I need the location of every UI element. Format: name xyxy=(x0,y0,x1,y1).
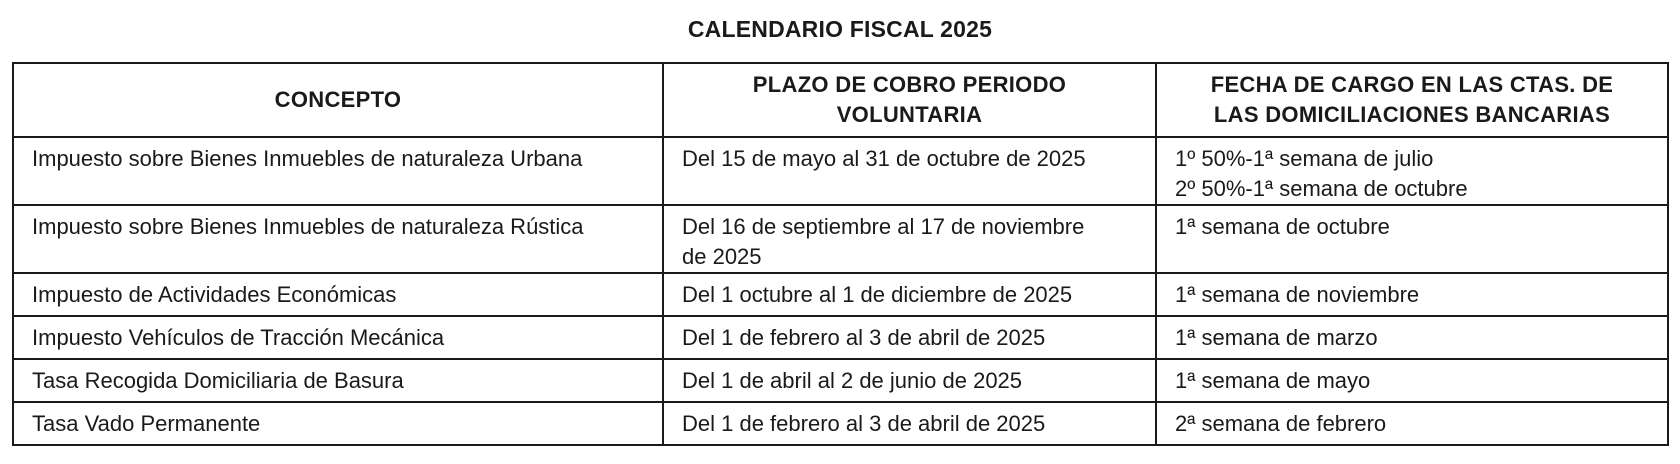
cell-fecha-line2: 2º 50%-1ª semana de octubre xyxy=(1175,176,1468,201)
header-plazo-line1: PLAZO DE COBRO PERIODO xyxy=(752,72,1067,97)
cell-concepto: Impuesto sobre Bienes Inmuebles de naturaleza Urbana xyxy=(13,137,663,205)
header-plazo xyxy=(663,63,1156,137)
cell-plazo-line1: Del 16 de septiembre al 17 de noviembre xyxy=(682,214,1085,239)
cell-fecha xyxy=(1156,137,1668,205)
table-row xyxy=(13,316,1668,359)
cell-plazo xyxy=(663,205,1156,273)
cell-concepto: Impuesto de Actividades Económicas xyxy=(13,273,663,316)
cell-plazo: Del 15 de mayo al 31 de octubre de 2025 xyxy=(663,137,1156,205)
cell-concepto: Impuesto sobre Bienes Inmuebles de naturaleza Rústica xyxy=(13,205,663,273)
table-row xyxy=(13,273,1668,316)
table-header-row xyxy=(13,63,1668,137)
cell-fecha: 1ª semana de noviembre xyxy=(1156,273,1668,316)
page-title: CALENDARIO FISCAL 2025 xyxy=(687,16,993,42)
header-concepto xyxy=(13,63,663,137)
header-fecha-line1: FECHA DE CARGO EN LAS CTAS. DE xyxy=(1210,72,1614,97)
header-fecha-line2: LAS DOMICILIACIONES BANCARIAS xyxy=(1213,102,1611,127)
header-concepto-label: CONCEPTO xyxy=(274,87,402,112)
table-row xyxy=(13,205,1668,273)
cell-plazo: Del 1 de febrero al 3 de abril de 2025 xyxy=(663,316,1156,359)
cell-fecha: 2ª semana de febrero xyxy=(1156,402,1668,445)
cell-plazo-line2: de 2025 xyxy=(682,244,762,269)
cell-plazo: Del 1 octubre al 1 de diciembre de 2025 xyxy=(663,273,1156,316)
table-row xyxy=(13,137,1668,205)
header-plazo-line2: VOLUNTARIA xyxy=(836,102,983,127)
cell-concepto: Impuesto Vehículos de Tracción Mecánica xyxy=(13,316,663,359)
table-row xyxy=(13,359,1668,402)
cell-concepto: Tasa Vado Permanente xyxy=(13,402,663,445)
fiscal-calendar-table xyxy=(12,62,1669,446)
cell-concepto: Tasa Recogida Domiciliaria de Basura xyxy=(13,359,663,402)
header-fecha xyxy=(1156,63,1668,137)
cell-fecha: 1ª semana de marzo xyxy=(1156,316,1668,359)
table-row xyxy=(13,402,1668,445)
cell-plazo: Del 1 de abril al 2 de junio de 2025 xyxy=(663,359,1156,402)
cell-fecha: 1ª semana de mayo xyxy=(1156,359,1668,402)
cell-fecha: 1ª semana de octubre xyxy=(1156,205,1668,273)
cell-plazo: Del 1 de febrero al 3 de abril de 2025 xyxy=(663,402,1156,445)
cell-fecha-line1: 1º 50%-1ª semana de julio xyxy=(1175,146,1434,171)
